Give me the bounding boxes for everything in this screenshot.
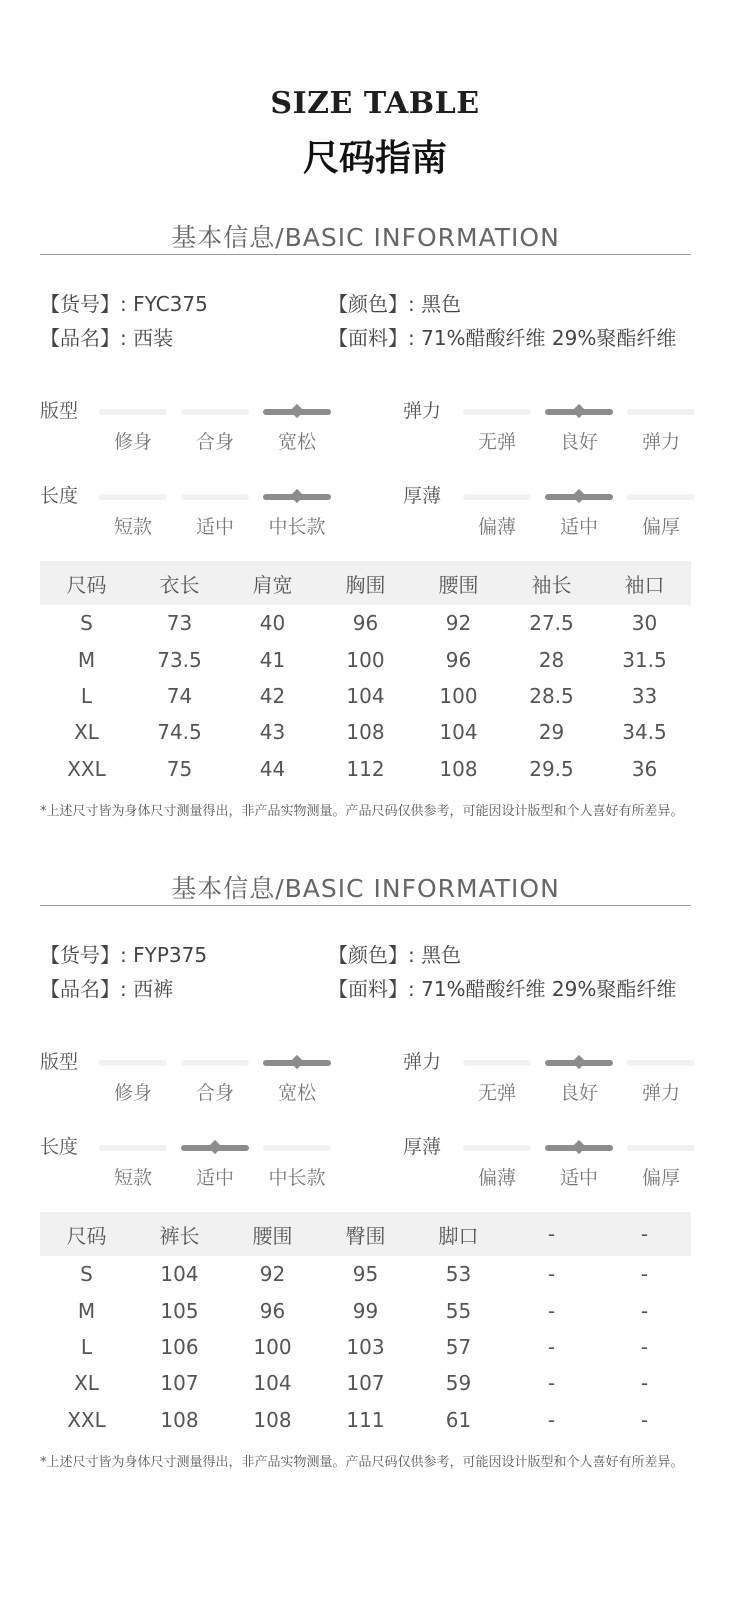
table-cell: 44 [259, 756, 286, 781]
option-label: 弹力 [641, 431, 680, 453]
table-cell: 29 [538, 720, 565, 745]
scale-marker [290, 489, 304, 503]
option-label: 适中 [559, 516, 598, 538]
table-row [40, 678, 691, 714]
size-table [40, 1212, 691, 1438]
table-cell: XXL [67, 1407, 106, 1432]
table-cell: - [547, 1262, 556, 1287]
option-label: 无弹 [477, 1082, 516, 1104]
table-cell: 36 [631, 756, 658, 781]
table-cell: 28.5 [529, 683, 574, 708]
table-header-row [40, 561, 691, 605]
option-label: 短款 [113, 1167, 152, 1189]
scale-bar [99, 409, 167, 415]
option-label: 无弹 [477, 431, 516, 453]
table-row [40, 751, 691, 787]
size-note: *上述尺寸皆为身体尺寸测量得出，非产品实物测量。产品尺码仅供参考，可能因设计版型和个人喜好有所差异。 [40, 1455, 684, 1470]
column-header: 脚口 [412, 1212, 505, 1256]
table-cell: 99 [352, 1298, 379, 1323]
column-header: - [598, 1212, 691, 1256]
table-cell: 106 [160, 1334, 199, 1359]
table-cell: - [640, 1334, 649, 1359]
table-cell: 108 [253, 1407, 292, 1432]
table-cell: 74.5 [157, 720, 202, 745]
table-cell: 55 [445, 1298, 472, 1323]
table-row [40, 1256, 691, 1292]
scale-marker [290, 404, 304, 418]
column-header: 胸围 [319, 561, 412, 605]
table-cell: - [547, 1334, 556, 1359]
table-cell: 73.5 [157, 647, 202, 672]
table-cell: 96 [445, 647, 472, 672]
scale-marker [208, 1140, 222, 1154]
column-header: 衣长 [133, 561, 226, 605]
table-cell: 42 [259, 683, 286, 708]
scale-marker [572, 1140, 586, 1154]
table-cell: 100 [253, 1334, 292, 1359]
table-cell: 92 [259, 1262, 286, 1287]
table-cell: 28 [538, 647, 565, 672]
option-label: 合身 [195, 1082, 234, 1104]
table-cell: 104 [346, 683, 385, 708]
scale-bar [463, 1060, 531, 1066]
table-cell: 31.5 [622, 647, 667, 672]
table-cell: 75 [166, 756, 193, 781]
title-en: SIZE TABLE [270, 86, 480, 121]
section-heading: 基本信息/BASIC INFORMATION [171, 223, 560, 252]
table-cell: 104 [439, 720, 478, 745]
table-cell: 100 [346, 647, 385, 672]
section-trousers [0, 869, 750, 1489]
table-cell: 108 [160, 1407, 199, 1432]
table-cell: 29.5 [529, 756, 574, 781]
table-cell: XL [74, 720, 99, 745]
scale-bar [181, 409, 249, 415]
scale-bar [99, 1060, 167, 1066]
table-row [40, 605, 691, 641]
table-cell: 33 [631, 683, 658, 708]
column-header: 腰围 [226, 1212, 319, 1256]
table-cell: L [80, 1334, 93, 1359]
table-cell: 96 [352, 611, 379, 636]
fabric-info: 【面料】: 71%醋酸纤维 29%聚酯纤维 [328, 977, 677, 1001]
table-row [40, 1292, 691, 1328]
table-cell: M [77, 1298, 96, 1323]
item-number: 【货号】: FYP375 [40, 943, 208, 967]
table-cell: 107 [346, 1371, 385, 1396]
scale-marker [572, 489, 586, 503]
table-cell: S [80, 611, 93, 636]
attr-label-fit: 版型 [40, 1051, 79, 1073]
scale-bar [181, 1060, 249, 1066]
option-label: 短款 [113, 516, 152, 538]
option-label: 宽松 [277, 431, 316, 453]
table-cell: 103 [346, 1334, 385, 1359]
scale-bar [463, 409, 531, 415]
table-cell: XXL [67, 756, 106, 781]
option-label: 偏厚 [641, 516, 680, 538]
option-label: 偏薄 [477, 1167, 516, 1189]
option-label: 良好 [559, 1082, 598, 1104]
table-cell: 100 [439, 683, 478, 708]
table-cell: - [640, 1262, 649, 1287]
table-cell: M [77, 647, 96, 672]
table-cell: XL [74, 1371, 99, 1396]
scale-bar [627, 1060, 695, 1066]
color-info: 【颜色】: 黑色 [328, 292, 462, 316]
table-row [40, 714, 691, 750]
table-cell: 43 [259, 720, 286, 745]
table-cell: 112 [346, 756, 385, 781]
table-cell: 30 [631, 611, 658, 636]
divider [40, 905, 691, 906]
table-cell: 34.5 [622, 720, 667, 745]
table-row [40, 641, 691, 677]
attr-label-fit: 版型 [40, 400, 79, 422]
table-cell: 74 [166, 683, 193, 708]
attr-label-length: 长度 [40, 1136, 79, 1158]
option-label: 中长款 [268, 516, 326, 538]
table-cell: 95 [352, 1262, 379, 1287]
table-cell: 108 [346, 720, 385, 745]
divider [40, 254, 691, 255]
table-row [40, 1329, 691, 1365]
table-cell: 108 [439, 756, 478, 781]
table-cell: 96 [259, 1298, 286, 1323]
column-header: 袖口 [598, 561, 691, 605]
column-header: 袖长 [505, 561, 598, 605]
product-name: 【品名】: 西装 [40, 326, 174, 350]
table-cell: 40 [259, 611, 286, 636]
table-cell: 61 [445, 1407, 472, 1432]
option-label: 中长款 [268, 1167, 326, 1189]
table-cell: 53 [445, 1262, 472, 1287]
scale-bar [99, 1145, 167, 1151]
scale-bar [99, 494, 167, 500]
table-cell: 105 [160, 1298, 199, 1323]
option-label: 偏薄 [477, 516, 516, 538]
attr-label-length: 长度 [40, 485, 79, 507]
table-cell: 104 [253, 1371, 292, 1396]
column-header: 肩宽 [226, 561, 319, 605]
scale-bar [263, 1145, 331, 1151]
section-jacket [0, 218, 750, 818]
section-heading: 基本信息/BASIC INFORMATION [171, 874, 560, 903]
scale-marker [572, 1055, 586, 1069]
attr-label-stretch: 弹力 [403, 400, 442, 422]
scale-bar [627, 494, 695, 500]
table-cell: 111 [346, 1407, 385, 1432]
table-header-row [40, 1212, 691, 1256]
scale-bar [181, 494, 249, 500]
scale-marker [290, 1055, 304, 1069]
scale-bar [463, 494, 531, 500]
table-cell: 104 [160, 1262, 199, 1287]
table-cell: 59 [445, 1371, 472, 1396]
option-label: 合身 [195, 431, 234, 453]
option-label: 适中 [195, 516, 234, 538]
table-cell: 107 [160, 1371, 199, 1396]
table-cell: S [80, 1262, 93, 1287]
option-label: 良好 [559, 431, 598, 453]
option-label: 偏厚 [641, 1167, 680, 1189]
option-label: 宽松 [277, 1082, 316, 1104]
scale-bar [463, 1145, 531, 1151]
table-cell: L [80, 683, 93, 708]
column-header: 裤长 [133, 1212, 226, 1256]
column-header: 尺码 [40, 1212, 133, 1256]
table-cell: 41 [259, 647, 286, 672]
table-cell: 57 [445, 1334, 472, 1359]
table-cell: - [547, 1371, 556, 1396]
attr-label-thickness: 厚薄 [403, 1136, 442, 1158]
product-name: 【品名】: 西裤 [40, 977, 174, 1001]
color-info: 【颜色】: 黑色 [328, 943, 462, 967]
option-label: 适中 [195, 1167, 234, 1189]
option-label: 弹力 [641, 1082, 680, 1104]
size-note: *上述尺寸皆为身体尺寸测量得出，非产品实物测量。产品尺码仅供参考，可能因设计版型和个人喜好有所差异。 [40, 804, 684, 819]
column-header: 尺码 [40, 561, 133, 605]
table-cell: - [640, 1371, 649, 1396]
table-cell: - [547, 1298, 556, 1323]
scale-bar [627, 1145, 695, 1151]
size-table [40, 561, 691, 787]
option-label: 修身 [113, 431, 152, 453]
option-label: 修身 [113, 1082, 152, 1104]
table-cell: 27.5 [529, 611, 574, 636]
fabric-info: 【面料】: 71%醋酸纤维 29%聚酯纤维 [328, 326, 677, 350]
option-label: 适中 [559, 1167, 598, 1189]
table-cell: - [640, 1298, 649, 1323]
table-cell: - [640, 1407, 649, 1432]
table-cell: - [547, 1407, 556, 1432]
item-number: 【货号】: FYC375 [40, 292, 208, 316]
scale-bar [627, 409, 695, 415]
title-cn: 尺码指南 [302, 137, 447, 179]
table-cell: 73 [166, 611, 193, 636]
table-row [40, 1365, 691, 1401]
column-header: 臀围 [319, 1212, 412, 1256]
column-header: 腰围 [412, 561, 505, 605]
scale-marker [572, 404, 586, 418]
table-cell: 92 [445, 611, 472, 636]
column-header: - [505, 1212, 598, 1256]
attr-label-thickness: 厚薄 [403, 485, 442, 507]
table-row [40, 1402, 691, 1438]
attr-label-stretch: 弹力 [403, 1051, 442, 1073]
